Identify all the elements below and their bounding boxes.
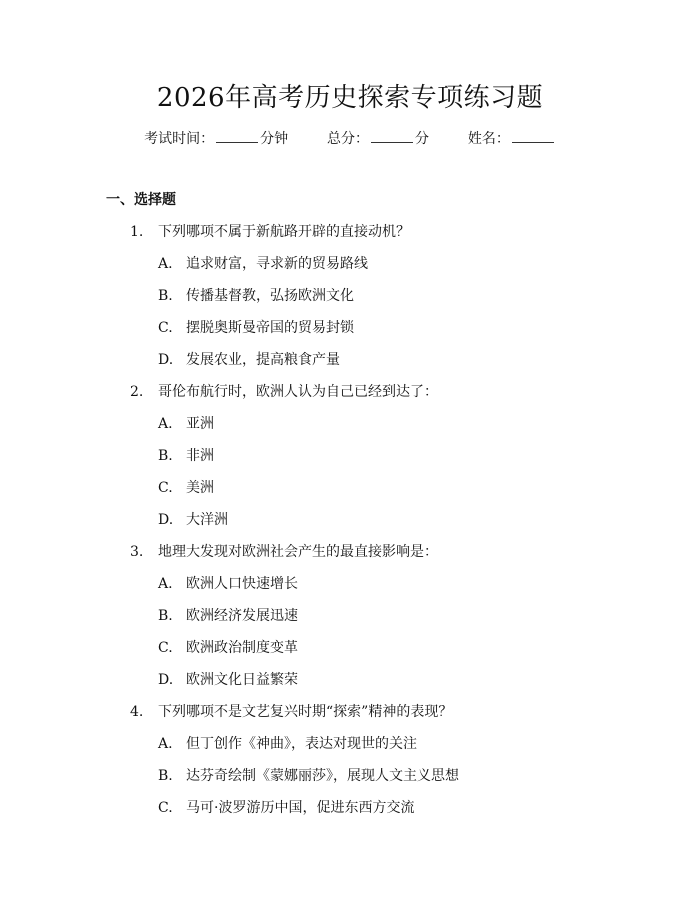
total-score-unit: 分 [415,131,429,147]
option-text: 非洲 [186,448,214,464]
question-text: 下列哪项不是文艺复兴时期“探索”精神的表现？ [158,704,453,720]
question-1 [130,221,410,243]
question-text: 地理大发现对欧洲社会产生的最直接影响是： [158,544,438,560]
question-2-option-d [158,509,228,531]
exam-time-label: 考试时间： [144,131,215,147]
option-text: 发展农业，提高粮食产量 [186,352,340,368]
option-letter: C. [158,320,173,336]
option-letter: D. [158,352,174,368]
option-letter: B. [158,768,173,784]
option-text: 欧洲文化日益繁荣 [186,672,298,688]
exam-meta-line [0,128,700,150]
option-letter: C. [158,800,173,816]
question-2-option-a [158,413,214,435]
option-text: 追求财富，寻求新的贸易路线 [186,256,368,272]
exam-time-unit: 分钟 [260,131,289,147]
question-1-option-d [158,349,340,371]
option-text: 达芬奇绘制《蒙娜丽莎》，展现人文主义思想 [186,768,459,784]
option-text: 欧洲经济发展迅速 [186,608,298,624]
question-text: 哥伦布航行时，欧洲人认为自己已经到达了： [158,384,438,400]
question-2 [130,381,438,403]
option-letter: D. [158,512,174,528]
question-number: 3. [130,544,144,560]
exam-time-blank [216,128,258,143]
option-text: 欧洲人口快速增长 [186,576,298,592]
option-text: 亚洲 [186,416,214,432]
question-2-option-b [158,445,214,467]
question-1-option-a [158,253,368,275]
option-letter: A. [158,736,173,752]
section-heading: 一、选择题 [106,192,176,208]
question-1-option-b [158,285,354,307]
option-text: 传播基督教，弘扬欧洲文化 [186,288,354,304]
question-1-option-c [158,317,354,339]
question-4-option-a [158,733,417,755]
option-letter: B. [158,448,173,464]
option-text: 摆脱奥斯曼帝国的贸易封锁 [186,320,354,336]
total-score-label: 总分： [327,131,369,147]
page-title: 2026年高考历史探索专项练习题 [156,83,544,113]
option-text: 欧洲政治制度变革 [186,640,298,656]
option-text: 大洋洲 [186,512,228,528]
question-number: 1. [130,224,144,240]
question-text: 下列哪项不属于新航路开辟的直接动机？ [158,224,410,240]
student-name-label: 姓名： [467,131,510,147]
student-name-blank [512,128,554,143]
question-2-option-c [158,477,214,499]
option-text: 但丁创作《神曲》，表达对现世的关注 [186,736,417,752]
option-text: 美洲 [186,480,214,496]
question-number: 4. [130,704,144,720]
option-letter: C. [158,480,173,496]
question-4 [130,701,452,723]
option-letter: B. [158,608,173,624]
option-letter: D. [158,672,174,688]
total-score-blank [371,128,413,143]
question-4-option-b [158,765,459,787]
option-letter: A. [158,256,173,272]
option-letter: C. [158,640,173,656]
question-3-option-d [158,669,298,691]
question-3-option-a [158,573,298,595]
option-text: 马可·波罗游历中国，促进东西方交流 [186,800,415,816]
option-letter: A. [158,416,173,432]
question-number: 2. [130,384,144,400]
question-4-option-c [158,797,414,819]
question-3-option-c [158,637,298,659]
question-3-option-b [158,605,298,627]
question-3 [130,541,438,563]
option-letter: B. [158,288,173,304]
option-letter: A. [158,576,173,592]
